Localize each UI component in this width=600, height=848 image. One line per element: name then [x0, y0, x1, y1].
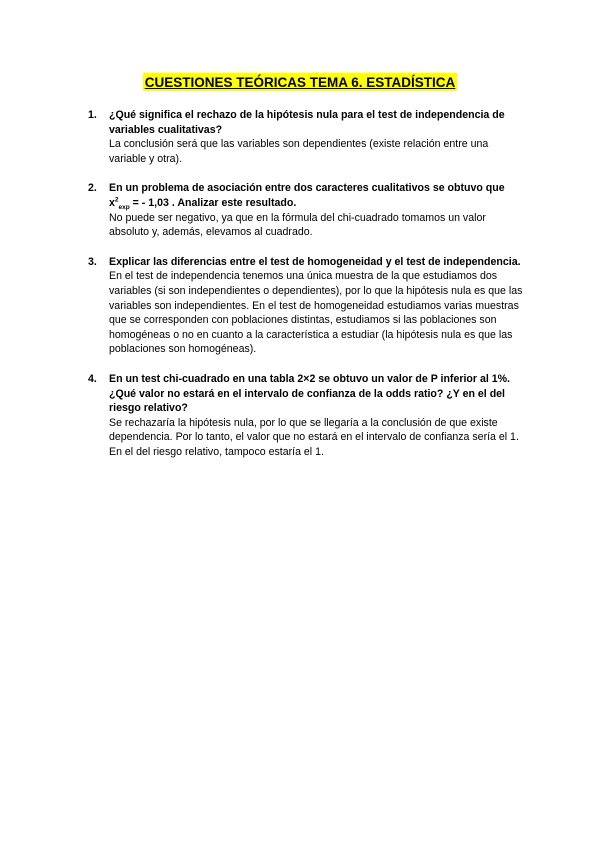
question-number: 2.	[88, 182, 97, 195]
question-item-1	[88, 108, 528, 166]
question-item-3	[88, 255, 528, 357]
question-prefix: En un problema de asociación entre dos caracteres cualitativos se obtuvo que	[109, 182, 505, 195]
question-list	[88, 108, 528, 474]
question-item-2	[88, 181, 528, 239]
answer-text: Se rechazaría la hipótesis nula, por lo que se llegaría a la conclusión de que existe dependencia. Por lo tanto, el valor que no estará en el intervalo de confianza sería el 1. En el del riesgo relativo, tampoco estaría el 1.	[109, 416, 519, 458]
question-number: 1.	[88, 109, 97, 121]
page-title: CUESTIONES TEÓRICAS TEMA 6. ESTADÍSTICA	[144, 75, 456, 90]
question-number: 4.	[88, 372, 97, 385]
question-text	[109, 181, 528, 210]
answer-text: No puede ser negativo, ya que en la fórmula del chi-cuadrado tomamos un valor absoluto y, además, elevamos al cuadrado.	[109, 211, 486, 239]
question-suffix: = - 1,03 . Analizar este resultado.	[129, 196, 297, 209]
answer-text: La conclusión será que las variables son dependientes (existe relación entre una variable y otra).	[109, 138, 489, 165]
question-text: En un test chi-cuadrado en una tabla 2×2 se obtuvo un valor de P inferior al 1%. ¿Qué valor no estará en el intervalo de confianza de la odds ratio? ¿Y en el del riesgo relativo?	[109, 372, 510, 415]
question-text: ¿Qué significa el rechazo de la hipótesis nula para el test de independencia de variables cualitativas?	[109, 109, 505, 136]
chi-square-superscript: 2	[114, 196, 119, 204]
question-text: Explicar las diferencias entre el test de homogeneidad y el test de independencia.	[109, 255, 521, 268]
answer-text: En el test de independencia tenemos una única muestra de la que estudiamos dos variables (si son independientes o dependientes), por lo que la hipótesis nula es que las variables son independientes. En el test de homogeneidad estudiamos varias muestras que se corresponden con poblaciones distintas, estudiamos si las poblaciones son homogéneas o no en cuanto a la característica a estudiar (la hipótesis nula es que las poblaciones son homogéneas).	[109, 270, 523, 356]
chi-square-symbol: $x^2_{exp}$	[109, 196, 130, 212]
chi-square-subscript: exp	[118, 204, 130, 212]
question-item-4	[88, 372, 528, 460]
title-container	[0, 73, 600, 92]
question-number: 3.	[88, 255, 97, 268]
